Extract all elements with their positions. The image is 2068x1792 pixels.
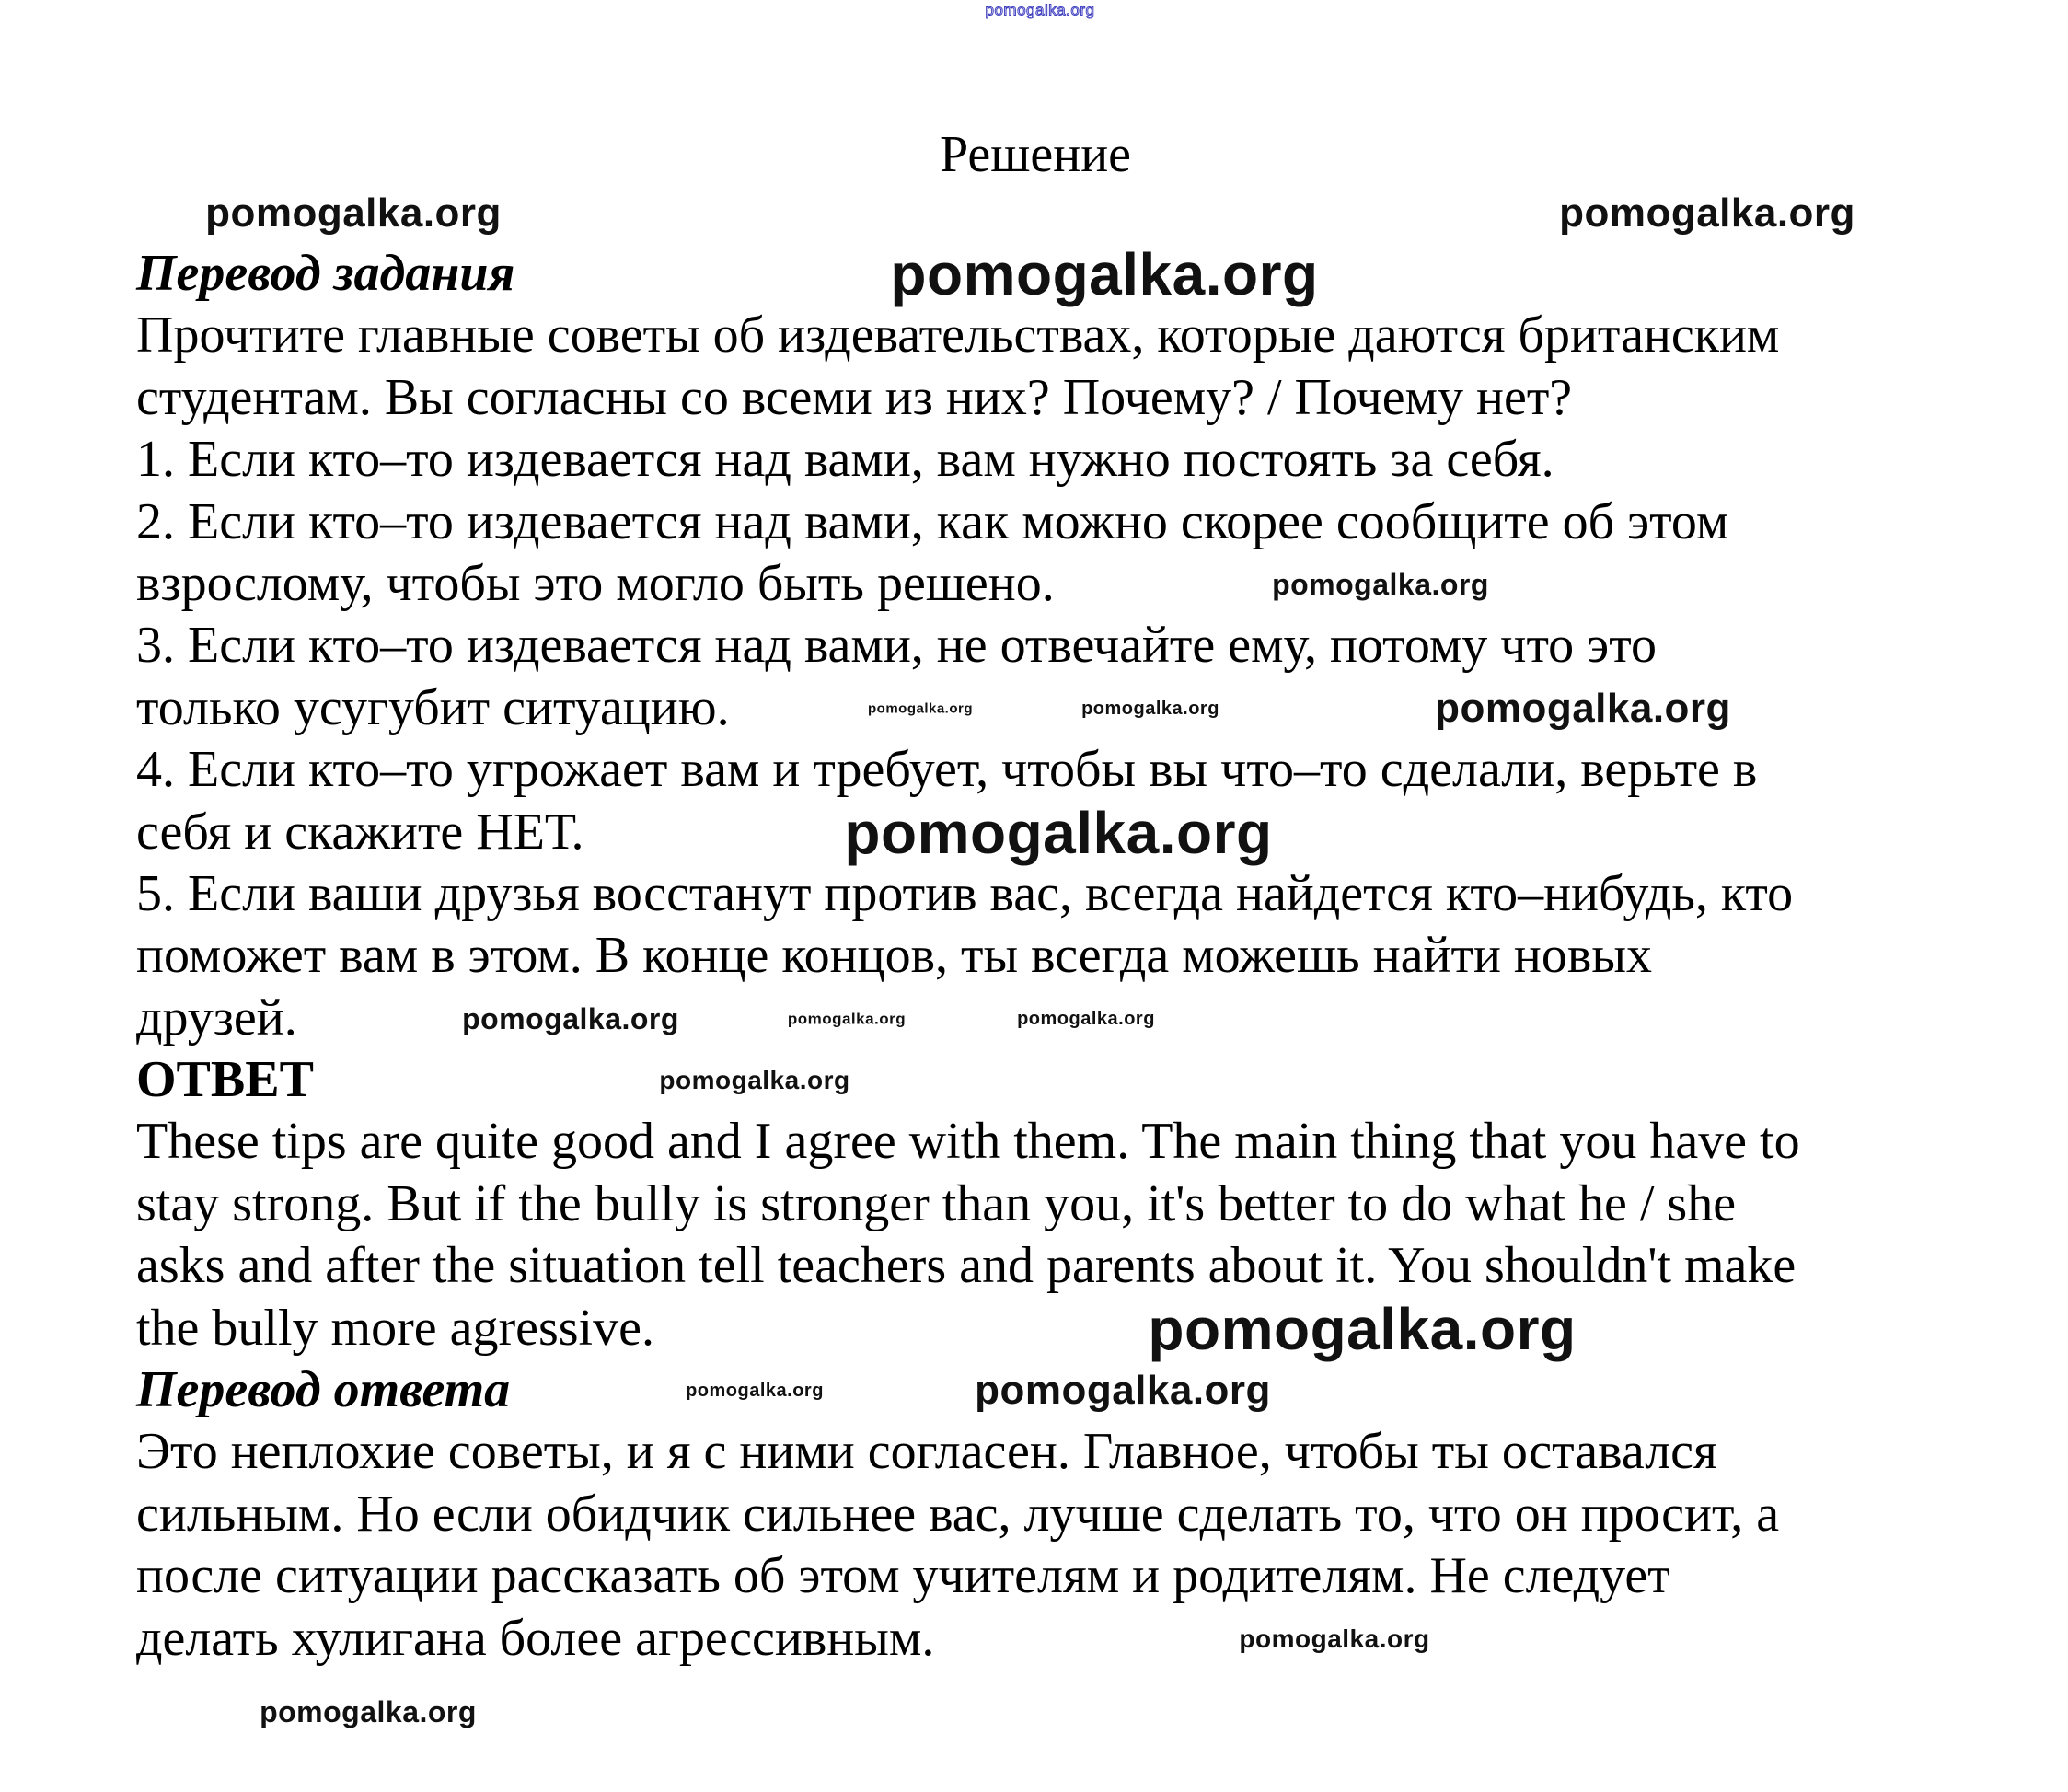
translation-line: после ситуации рассказать об этом учителям и родителям. Не следует (136, 1547, 1670, 1605)
translation-line: делать хулигана более агрессивным. (136, 1609, 935, 1667)
watermark: pomogalka.org (1081, 699, 1219, 719)
task-line: только усугубит ситуацию. (136, 678, 730, 736)
task-line: 3. Если кто–то издевается над вами, не отвечайте ему, потому что это (136, 617, 1657, 675)
task-line: друзей. (136, 988, 297, 1046)
task-line: 5. Если ваши друзья восстанут против вас, всегда найдется кто–нибудь, кто (136, 864, 1794, 922)
watermark: pomogalka.org (659, 1066, 850, 1094)
watermark: pomogalka.org (462, 1002, 679, 1035)
task-line: поможет вам в этом. В конце концов, ты всегда можешь найти новых (136, 927, 1652, 985)
answer-line: These tips are quite good and I agree with them. The main thing that you have to (136, 1113, 1800, 1171)
answer-line: the bully more agressive. (136, 1299, 654, 1357)
task-line: 1. Если кто–то издевается над вами, вам нужно постоять за себя. (136, 431, 1554, 489)
watermark: pomogalka.org (1272, 568, 1489, 601)
watermark-top: pomogalka.org (985, 1, 1095, 19)
watermark: pomogalka.org (1435, 686, 1731, 731)
document-body (136, 243, 1977, 1670)
watermark: pomogalka.org (205, 191, 502, 236)
page-title: Решение (939, 126, 1132, 183)
task-line: 4. Если кто–то угрожает вам и требует, чтобы вы что–то сделали, верьте в (136, 741, 1758, 799)
watermark: pomogalka.org (787, 1010, 907, 1028)
answer-line: stay strong. But if the bully is stronger than you, it's better to do what he / she (136, 1174, 1737, 1232)
watermark: pomogalka.org (260, 1695, 477, 1728)
watermark: pomogalka.org (1559, 191, 1855, 236)
translation-line: Это неплохие советы, и я с ними согласен. Главное, чтобы ты оставался (136, 1423, 1717, 1481)
task-line: студентам. Вы согласны со всеми из них? Почему? / Почему нет? (136, 368, 1573, 426)
watermark: pomogalka.org (1017, 1009, 1155, 1029)
watermark: pomogalka.org (890, 241, 1319, 307)
watermark: pomogalka.org (686, 1381, 824, 1401)
watermark: pomogalka.org (975, 1368, 1271, 1413)
task-line: себя и скажите НЕТ. (136, 803, 584, 861)
task-line: взрослому, чтобы это могло быть решено. (136, 554, 1055, 612)
watermark: pomogalka.org (844, 800, 1273, 866)
task-line: Прочтите главные советы об издевательствах, которые даются британским (136, 306, 1780, 364)
answer-line: asks and after the situation tell teachers and parents about it. You shouldn't make (136, 1237, 1797, 1295)
answer-heading: ОТВЕТ (136, 1051, 314, 1109)
watermark: pomogalka.org (1239, 1624, 1430, 1653)
watermark: pomogalka.org (1148, 1296, 1577, 1362)
task-line: 2. Если кто–то издевается над вами, как можно скорее сообщите об этом (136, 492, 1729, 550)
translation-heading: Перевод ответа (136, 1361, 511, 1419)
translation-line: сильным. Но если обидчик сильнее вас, лучше сделать то, что он просит, а (136, 1485, 1780, 1543)
task-heading: Перевод задания (136, 245, 515, 302)
watermark: pomogalka.org (867, 700, 974, 717)
